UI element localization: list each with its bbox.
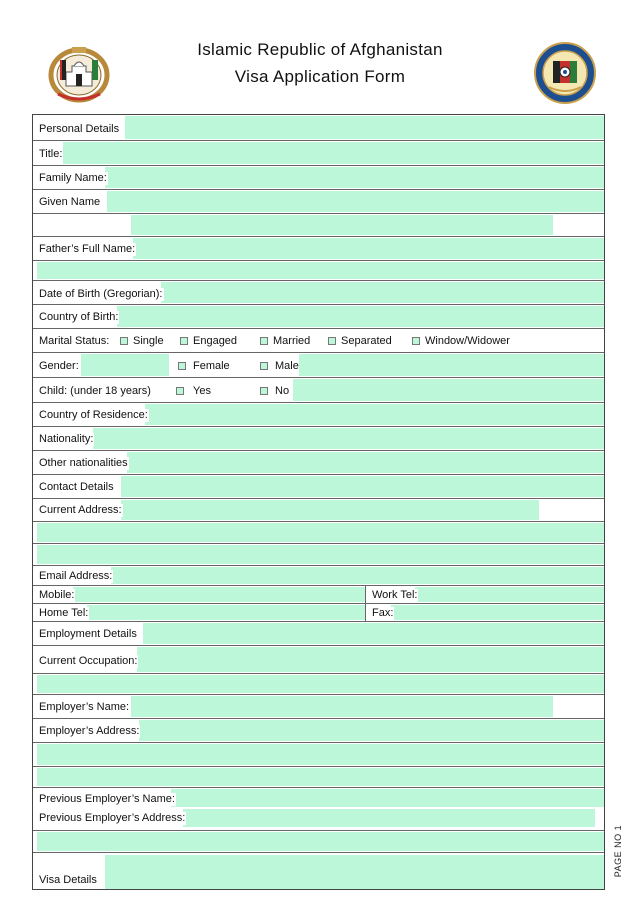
title-row[interactable]	[33, 141, 604, 166]
current-address-line3-row[interactable]	[33, 544, 604, 566]
marital-single-label: Single	[133, 335, 164, 347]
title-field[interactable]	[63, 142, 604, 164]
employers-name-label: Employer’s Name:	[33, 701, 130, 714]
fathers-name-field[interactable]	[133, 238, 604, 259]
current-occupation-extra-row[interactable]	[33, 674, 604, 695]
employers-address-line2-field[interactable]	[37, 744, 604, 765]
afghanistan-emblem-icon	[46, 42, 112, 104]
family-name-field[interactable]	[105, 167, 604, 188]
child-yes-label: Yes	[193, 385, 211, 397]
nationality-row[interactable]	[33, 427, 604, 451]
dob-row[interactable]	[33, 281, 604, 305]
page-number	[606, 824, 630, 884]
prev-employers-name-field[interactable]	[171, 789, 604, 807]
family-name-row[interactable]	[33, 166, 604, 190]
current-address-label: Current Address:	[33, 504, 123, 517]
work-tel-label: Work Tel:	[366, 589, 418, 602]
marital-widower-checkbox[interactable]	[412, 337, 420, 345]
dob-label: Date of Birth (Gregorian):	[33, 288, 164, 301]
form-title: Visa Application Form	[234, 67, 406, 86]
given-name-field[interactable]	[107, 191, 604, 212]
employment-details-heading: Employment Details	[33, 628, 138, 641]
page-number-label: PAGE NO 1	[613, 824, 623, 878]
child-label: Child: (under 18 years)	[33, 385, 152, 398]
prev-employers-address-field[interactable]	[183, 809, 595, 827]
prev-employers-address-line2-field[interactable]	[37, 832, 604, 851]
visa-details-heading: Visa Details	[33, 874, 98, 887]
nationality-field[interactable]	[93, 428, 604, 449]
email-row[interactable]	[33, 566, 604, 586]
nationality-label: Nationality:	[33, 433, 94, 446]
marital-engaged-checkbox[interactable]	[180, 337, 188, 345]
employers-address-label: Employer’s Address:	[33, 725, 140, 738]
mobile-field[interactable]	[73, 587, 365, 602]
prev-employers-name-row[interactable]	[33, 788, 604, 808]
given-name-extra-field[interactable]	[131, 215, 553, 235]
employers-address-line2-row[interactable]	[33, 743, 604, 767]
current-address-field[interactable]	[121, 500, 539, 520]
marital-engaged-label: Engaged	[193, 335, 238, 347]
home-tel-field[interactable]	[87, 605, 365, 620]
fax-field[interactable]	[391, 605, 604, 620]
marital-separated-label: Separated	[341, 335, 392, 347]
current-address-line2-field[interactable]	[37, 523, 604, 542]
gender-male-checkbox[interactable]	[260, 362, 268, 370]
email-label: Email Address:	[33, 570, 113, 583]
marital-status-row	[33, 329, 604, 353]
gender-extra-fill[interactable]	[299, 354, 604, 376]
email-field[interactable]	[111, 567, 604, 584]
marital-married-label: Married	[273, 335, 311, 347]
marital-married-checkbox[interactable]	[260, 337, 268, 345]
current-occupation-label: Current Occupation:	[33, 655, 138, 668]
employers-address-row[interactable]	[33, 719, 604, 743]
employers-address-line3-field[interactable]	[37, 768, 604, 786]
current-occupation-extra-field[interactable]	[37, 675, 604, 693]
fathers-name-label: Father’s Full Name:	[33, 243, 136, 256]
current-occupation-row[interactable]	[33, 646, 604, 674]
other-nationalities-label: Other nationalities	[33, 457, 129, 470]
country-of-birth-field[interactable]	[117, 306, 604, 327]
section-visa-details	[33, 853, 604, 889]
personal-details-heading: Personal Details	[33, 123, 120, 136]
child-extra-fill[interactable]	[293, 379, 604, 401]
prev-employers-address-row[interactable]	[33, 808, 604, 831]
contact-details-heading: Contact Details	[33, 481, 115, 494]
gender-fill	[81, 354, 169, 376]
gender-label: Gender:	[33, 360, 80, 373]
current-occupation-field[interactable]	[137, 647, 604, 672]
fathers-name-row[interactable]	[33, 237, 604, 261]
country-of-residence-field[interactable]	[145, 404, 604, 425]
dob-field[interactable]	[161, 282, 604, 303]
current-address-row[interactable]	[33, 499, 604, 522]
personal-details-fill	[125, 116, 604, 139]
given-name-row[interactable]	[33, 190, 604, 214]
other-nationalities-row[interactable]	[33, 451, 604, 475]
marital-separated-checkbox[interactable]	[328, 337, 336, 345]
child-row	[33, 378, 604, 403]
employers-address-line3-row[interactable]	[33, 767, 604, 788]
section-contact-details	[33, 475, 604, 499]
marital-status-label: Marital Status:	[33, 335, 110, 348]
child-no-checkbox[interactable]	[260, 387, 268, 395]
current-address-line2-row[interactable]	[33, 522, 604, 544]
prev-employers-address-label: Previous Employer’s Address:	[33, 812, 186, 825]
family-name-label: Family Name:	[33, 172, 108, 185]
country-of-residence-label: Country of Residence:	[33, 409, 149, 422]
hometel-fax-row	[33, 604, 604, 622]
visa-application-form	[32, 114, 605, 890]
title-label: Title:	[33, 148, 63, 161]
home-tel-label: Home Tel:	[33, 607, 89, 620]
gender-row	[33, 353, 604, 378]
child-no-label: No	[275, 385, 290, 397]
employers-name-row[interactable]	[33, 695, 604, 719]
section-employment-details	[33, 622, 604, 646]
fathers-name-extra-field[interactable]	[37, 262, 604, 279]
employers-name-field[interactable]	[131, 696, 553, 717]
given-name-extra-row[interactable]	[33, 214, 604, 237]
employment-details-fill	[143, 623, 604, 644]
current-address-line3-field[interactable]	[37, 545, 604, 564]
country-of-birth-row[interactable]	[33, 305, 604, 329]
ministry-seal-icon	[533, 41, 597, 105]
mobile-worktel-row	[33, 586, 604, 604]
work-tel-field[interactable]	[415, 587, 604, 602]
prev-employers-address-line2-row[interactable]	[33, 831, 604, 853]
fathers-name-extra-row[interactable]	[33, 261, 604, 281]
mobile-label: Mobile:	[33, 589, 75, 602]
fax-label: Fax:	[366, 607, 394, 620]
marital-single-checkbox[interactable]	[120, 337, 128, 345]
gender-female-checkbox[interactable]	[178, 362, 186, 370]
country-of-residence-row[interactable]	[33, 403, 604, 427]
section-personal-details	[33, 115, 604, 141]
contact-details-fill	[121, 476, 604, 497]
other-nationalities-field[interactable]	[127, 452, 604, 473]
child-yes-checkbox[interactable]	[176, 387, 184, 395]
employers-address-field[interactable]	[139, 720, 604, 741]
prev-employers-name-label: Previous Employer’s Name:	[33, 793, 176, 806]
given-name-label: Given Name	[33, 196, 101, 209]
marital-widower-label: Window/Widower	[425, 335, 510, 347]
gender-male-label: Male	[275, 360, 299, 372]
country-title: Islamic Republic of Afghanistan	[197, 40, 443, 59]
gender-female-label: Female	[193, 360, 230, 372]
country-of-birth-label: Country of Birth:	[33, 311, 119, 324]
visa-details-fill	[105, 855, 604, 889]
